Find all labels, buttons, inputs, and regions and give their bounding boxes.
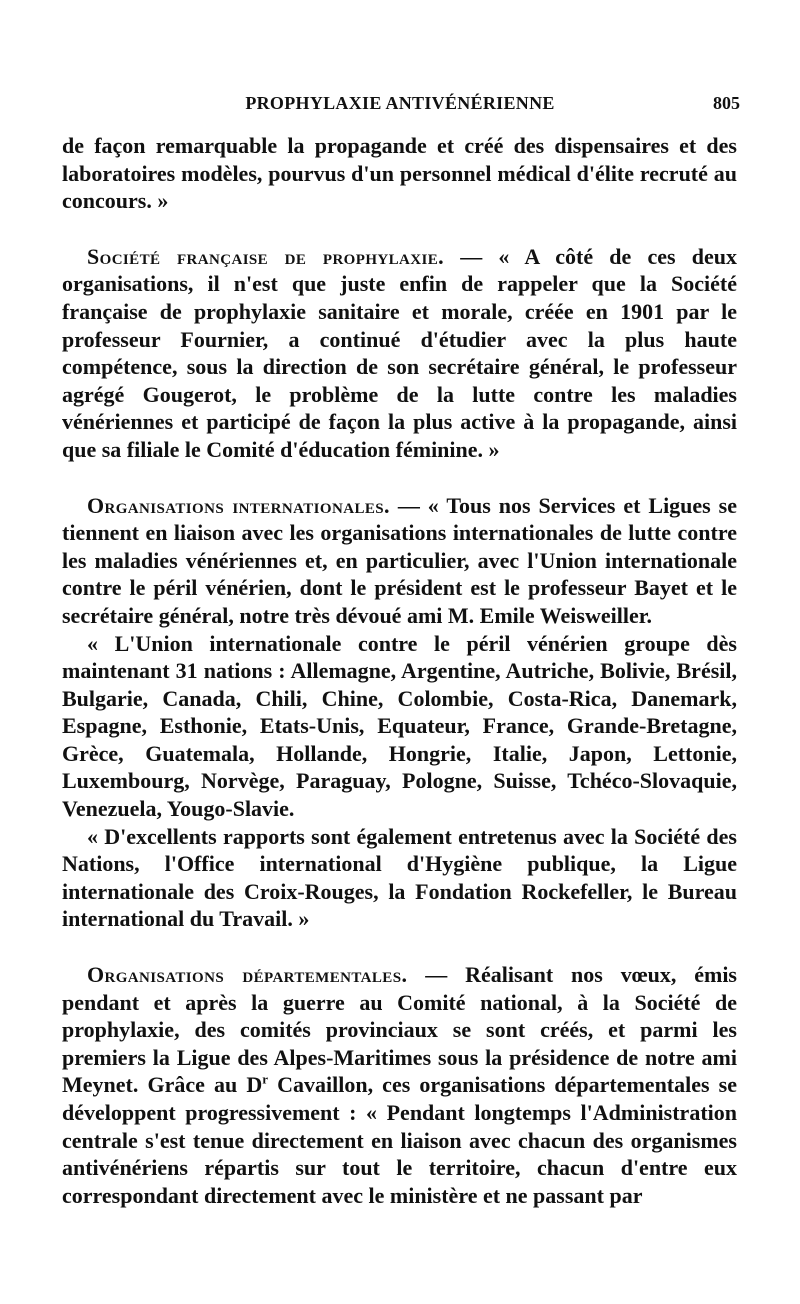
paragraph-organisations-departementales [62, 961, 737, 1209]
running-title: PROPHYLAXIE ANTIVÉNÉRIENNE [245, 93, 555, 113]
paragraph-continuation: de façon remarquable la propagande et créé des dispensaires et des laboratoires modèles, pourvus d'un personnel médical d'élite recruté au concours. » [62, 133, 737, 214]
section-heading-departementales: Organisations départementales. [87, 962, 408, 988]
paragraph-societe-francaise [62, 243, 737, 464]
paragraph-nations-list: « L'Union internationale contre le péril vénérien groupe dès maintenant 31 nations : Allemagne, Argentine, Autriche, Bolivie, Brésil, Bulgarie, Canada, Chili, Chine, Colombie, Costa-Rica, Danemark, Espagne, Esthonie, Etats-Unis, Equateur, France, Grande-Bretagne, Grèce, Guatemala, Hollande, Hongrie, Italie, Japon, Lettonie, Luxembourg, Norvège, Paraguay, Pologne, Suisse, Tchéco-Slovaquie, Venezuela, Yougo-Slavie. [62, 630, 737, 822]
section-heading-societe-francaise: Société française de prophylaxie. [87, 243, 445, 269]
paragraph-relations: « D'excellents rapports sont également entretenus avec la Société des Nations, l'Office international d'Hygiène publique, la Ligue internationale des Croix-Rouges, la Fondation Rockefeller, le Bureau international du Travail. » [62, 823, 737, 932]
paragraph-text: — Réalisant nos vœux, émis pendant et après la guerre au Comité national, à la Société de prophylaxie, des comités provinciaux se sont créés, et parmi les premiers la Ligue des Alpes-Maritimes sous la présidence de notre ami Meynet. Grâce au D [62, 962, 737, 1098]
body-text [62, 132, 737, 1209]
section-heading-internationales: Organisations internationales. [87, 492, 390, 518]
page-number: 805 [713, 93, 740, 113]
paragraph-text: — « A côté de ces deux organisations, il n'est que juste enfin de rappeler que la Société française de prophylaxie sanitaire et morale, créée en 1901 par le professeur Fournier, a continué d'étudier avec la plus haute compétence, sous la direction de son secrétaire général, le professeur agrégé Gougerot, le problème de la lutte contre les maladies vénériennes et participé de façon la plus active à la propagande, ainsi que sa filiale le Comité d'éducation féminine. » [62, 243, 737, 462]
paragraph-text: — « Tous nos Services et Ligues se tiennent en liaison avec les organisations internationales de lutte contre les maladies vénériennes et, en particulier, avec l'Union internationale contre le péril vénérien, dont le président est le professeur Bayet et le secrétaire général, notre très dévoué ami M. Emile Weisweiller. [62, 492, 738, 628]
paragraph-text: Cavaillon, ces organisations départementales se développent progressivement : « Pendant longtemps l'Administration centrale s'est tenue directement en liaison avec chacun des organismes antivénériens répartis sur tout le territoire, chacun d'entre eux correspondant directement avec le ministère et ne passant par [62, 1072, 738, 1208]
superscript-r: r [262, 1072, 268, 1088]
running-head [60, 93, 740, 115]
paragraph-organisations-internationales [62, 492, 737, 630]
